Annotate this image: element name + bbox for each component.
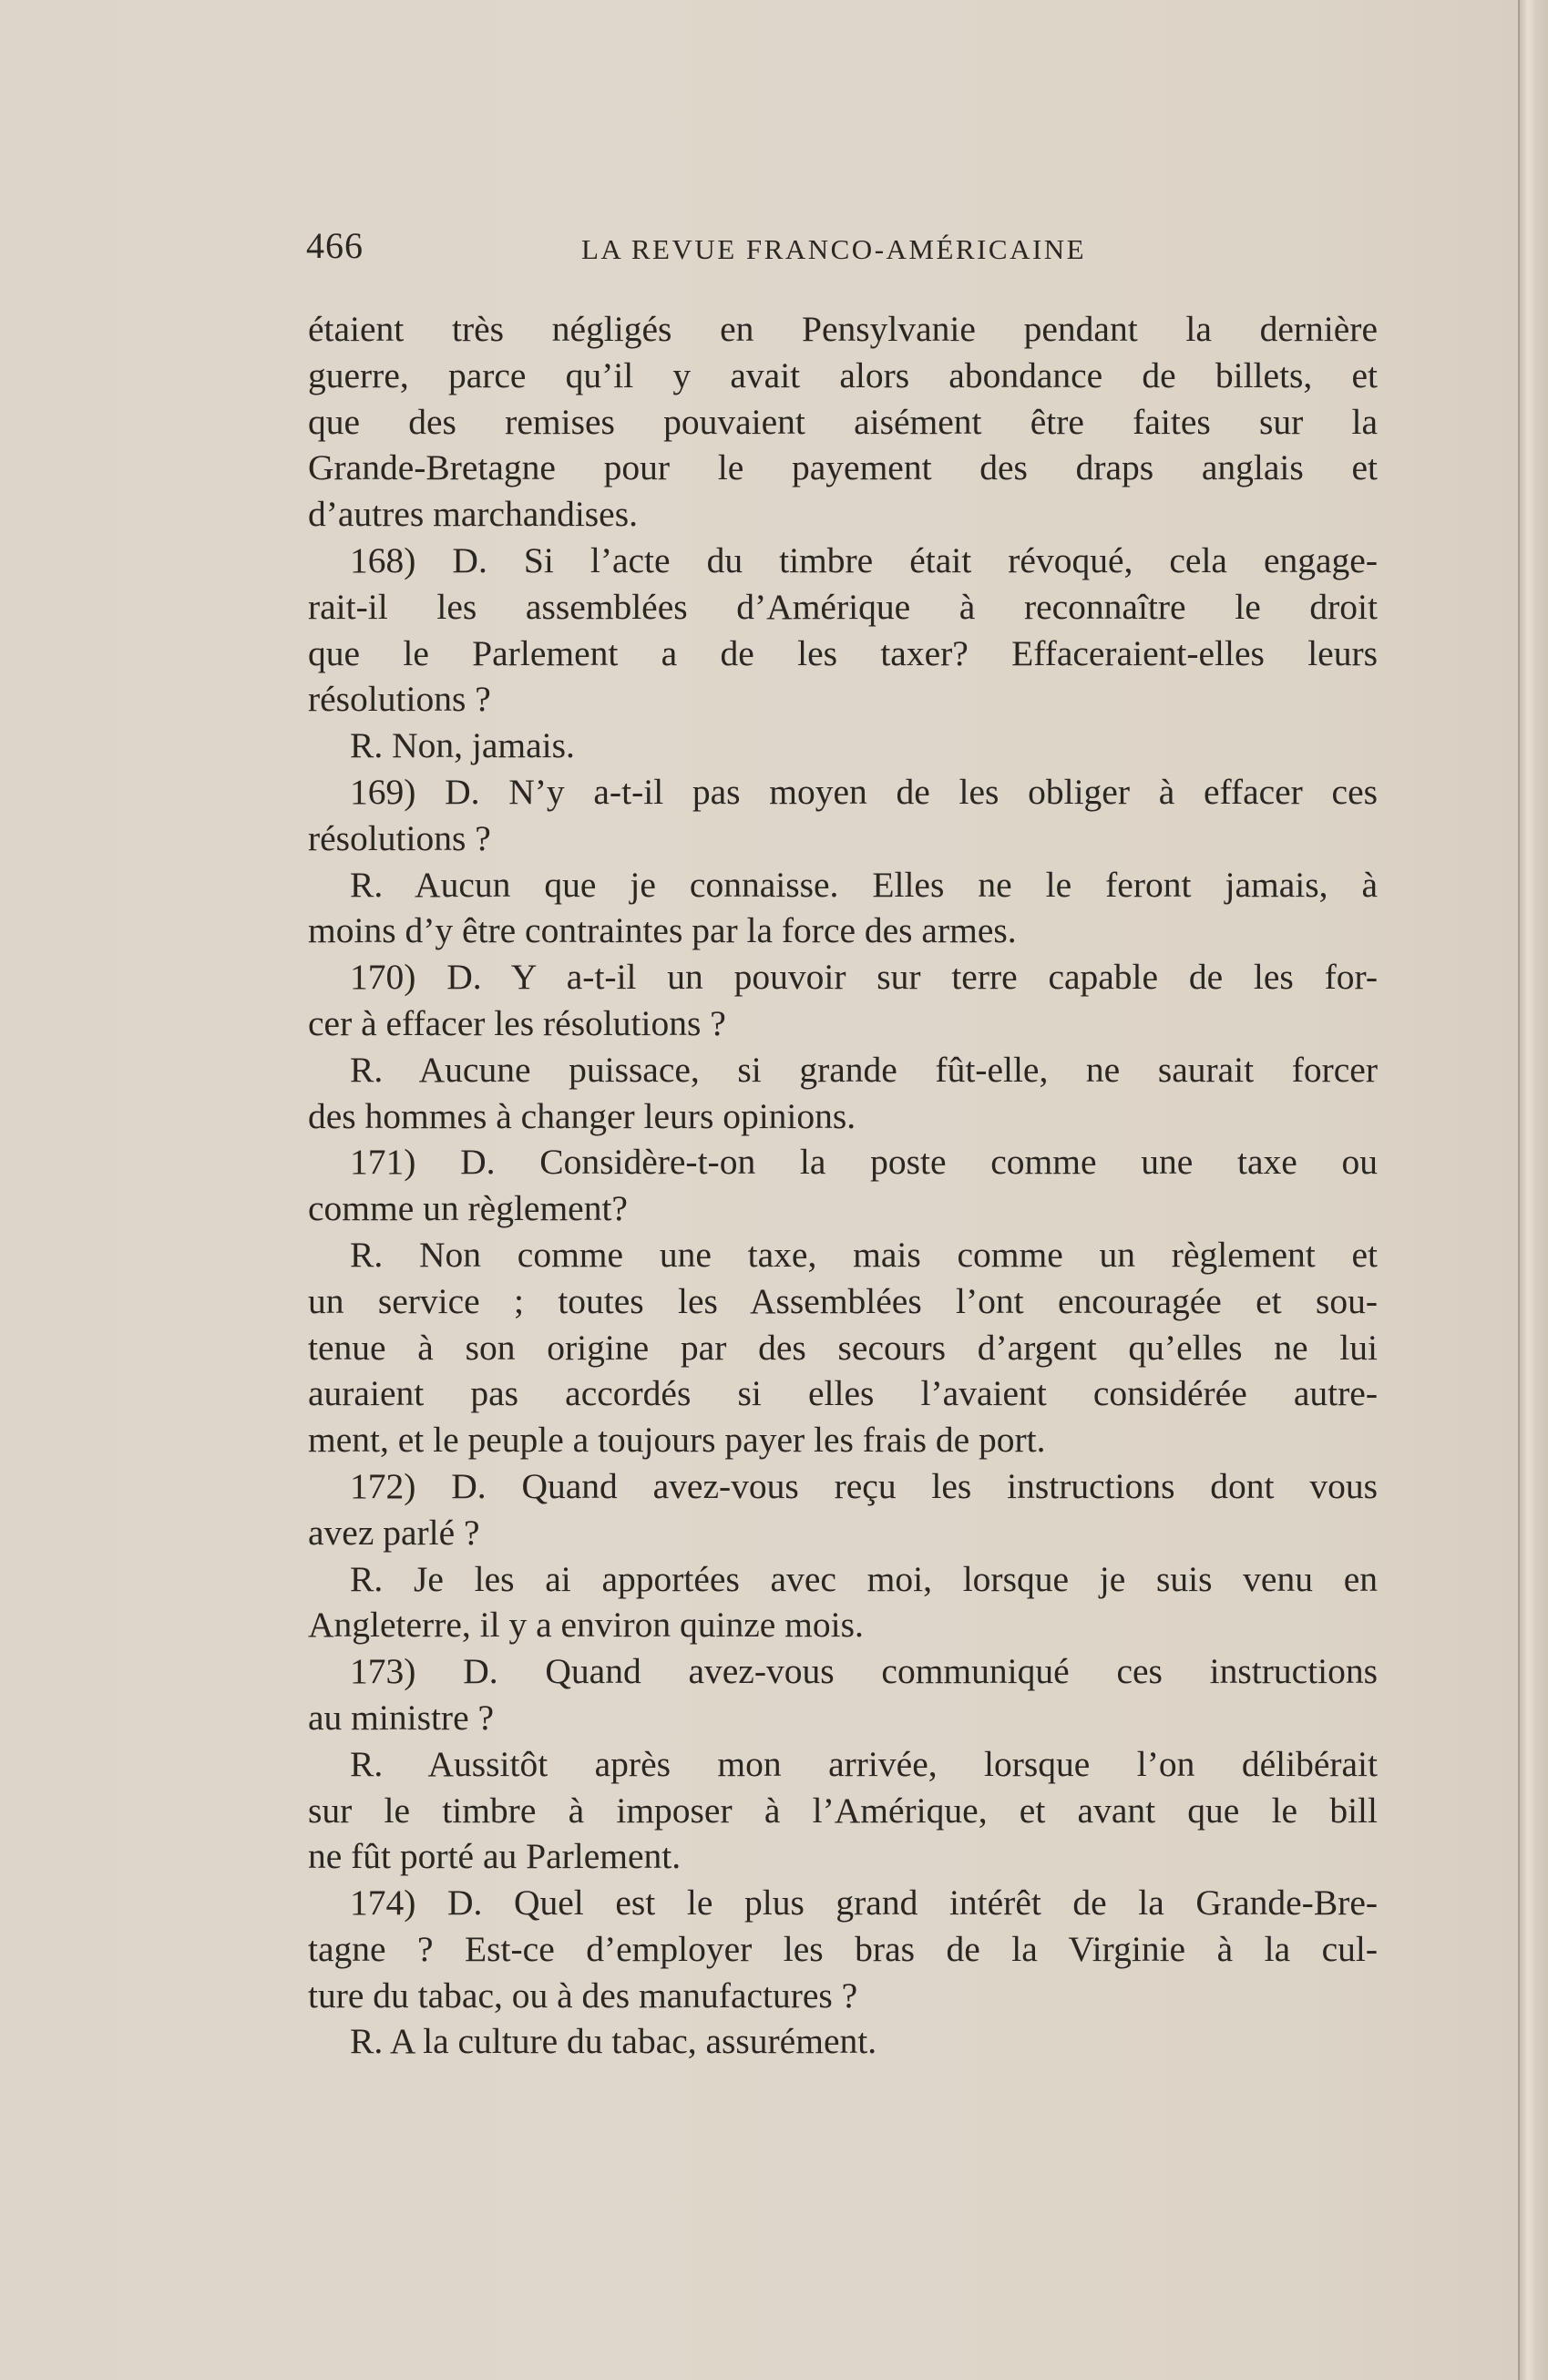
text-line: sur le timbre à imposer à l’Amérique, et avant que le bill	[308, 1790, 1378, 1831]
text-line: ne fût porté au Parlement.	[308, 1836, 682, 1877]
running-header	[306, 224, 1381, 270]
text-line: au ministre ?	[308, 1697, 495, 1738]
journal-title: LA REVUE FRANCO-AMÉRICAINE	[581, 233, 1087, 265]
page-number: 466	[306, 225, 364, 266]
text-line: que des remises pouvaient aisément être faites sur la	[308, 401, 1378, 442]
text-line: rait-il les assemblées d’Amérique à reconnaître le droit	[308, 586, 1378, 627]
text-line: R. Je les ai apportées avec moi, lorsque je suis venu en	[350, 1558, 1378, 1599]
text-line: guerre, parce qu’il y avait alors abondance de billets, et	[308, 354, 1378, 395]
text-line: 169) D. N’y a-t-il pas moyen de les obliger à effacer ces	[350, 771, 1378, 812]
text-line: Angleterre, il y a environ quinze mois.	[308, 1605, 864, 1646]
text-line: 168) D. Si l’acte du timbre était révoqué, cela engage-	[350, 539, 1378, 580]
text-line: R. Aucun que je connaisse. Elles ne le feront jamais, à	[350, 864, 1378, 905]
text-line: tagne ? Est-ce d’employer les bras de la Virginie à la cul-	[308, 1928, 1378, 1969]
text-line: 171) D. Considère-t-on la poste comme une taxe ou	[350, 1142, 1378, 1183]
text-line: comme un règlement?	[308, 1188, 628, 1229]
text-line: R. A la culture du tabac, assurément.	[350, 2021, 877, 2062]
text-line: R. Non, jamais.	[350, 725, 575, 766]
text-line: un service ; toutes les Assemblées l’ont encouragée et sou-	[308, 1280, 1378, 1321]
text-line: auraient pas accordés si elles l’avaient considérée autre-	[308, 1373, 1378, 1414]
body-text	[308, 306, 1378, 2065]
text-line: avez parlé ?	[308, 1512, 480, 1553]
text-line: étaient très négligés en Pensylvanie pendant la dernière	[308, 309, 1378, 349]
page-edge	[1520, 0, 1548, 2380]
text-line: cer à effacer les résolutions ?	[308, 1002, 726, 1043]
text-line: résolutions ?	[308, 817, 491, 858]
text-line: R. Aussitôt après mon arrivée, lorsque l’on délibérait	[350, 1743, 1378, 1784]
text-line: 174) D. Quel est le plus grand intérêt de la Grande-Bre-	[350, 1882, 1378, 1923]
text-line: que le Parlement a de les taxer? Effaceraient-elles leurs	[308, 632, 1378, 673]
text-line: ture du tabac, ou à des manufactures ?	[308, 1975, 858, 2016]
text-line: ment, et le peuple a toujours payer les frais de port.	[308, 1420, 1046, 1461]
text-line: tenue à son origine par des secours d’argent qu’elles ne lui	[308, 1327, 1378, 1368]
text-line: d’autres marchandises.	[308, 494, 638, 535]
text-line: 173) D. Quand avez-vous communiqué ces instructions	[350, 1651, 1378, 1692]
text-line: résolutions ?	[308, 679, 491, 720]
text-line: moins d’y être contraintes par la force des armes.	[308, 910, 1017, 951]
text-line: R. Non comme une taxe, mais comme un règlement et	[350, 1234, 1378, 1275]
text-line: R. Aucune puissace, si grande fût-elle, ne saurait forcer	[350, 1049, 1378, 1090]
text-line: 170) D. Y a-t-il un pouvoir sur terre capable de les for-	[350, 957, 1378, 998]
text-line: des hommes à changer leurs opinions.	[308, 1095, 856, 1136]
text-line: Grande-Bretagne pour le payement des draps anglais et	[308, 447, 1378, 488]
text-line: 172) D. Quand avez-vous reçu les instructions dont vous	[350, 1465, 1378, 1506]
